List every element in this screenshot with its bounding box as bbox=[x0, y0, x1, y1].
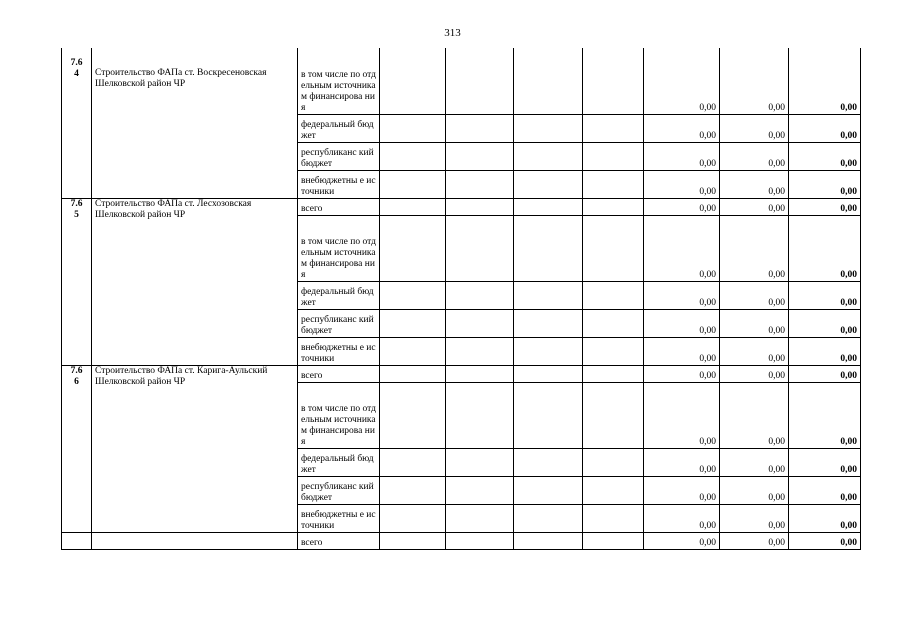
total-value-cell: 0,00 bbox=[789, 532, 861, 549]
item-name: Строительство ФАПа ст. Карига-Аульский Шелковской район ЧР bbox=[92, 365, 298, 532]
value-cell: 0,00 bbox=[720, 215, 789, 281]
value-cell: 0,00 bbox=[720, 142, 789, 170]
empty-cell bbox=[514, 337, 583, 365]
value-cell: 0,00 bbox=[644, 504, 720, 532]
funding-source: федеральный бюджет bbox=[298, 281, 380, 309]
value-cell: 0,00 bbox=[644, 337, 720, 365]
funding-source: всего bbox=[298, 365, 380, 382]
empty-cell bbox=[380, 365, 446, 382]
funding-source: в том числе по отдельным источникам финансирова ния bbox=[298, 48, 380, 114]
total-value-cell: 0,00 bbox=[789, 142, 861, 170]
item-name: Строительство ФАПа ст. Воскресеновская Шелковской район ЧР bbox=[92, 48, 298, 198]
funding-source: в том числе по отдельным источникам финансирова ния bbox=[298, 215, 380, 281]
total-value-cell: 0,00 bbox=[789, 198, 861, 215]
empty-cell bbox=[514, 382, 583, 448]
empty-cell bbox=[583, 532, 644, 549]
empty-cell bbox=[514, 309, 583, 337]
empty-cell bbox=[446, 170, 514, 198]
value-cell: 0,00 bbox=[644, 365, 720, 382]
empty-cell bbox=[583, 114, 644, 142]
funding-source: всего bbox=[298, 532, 380, 549]
item-name: Строительство ФАПа ст. Лесхозовская Шелковской район ЧР bbox=[92, 198, 298, 365]
empty-cell bbox=[446, 337, 514, 365]
empty-cell bbox=[583, 448, 644, 476]
empty-cell bbox=[514, 114, 583, 142]
empty-cell bbox=[446, 504, 514, 532]
total-value-cell: 0,00 bbox=[789, 504, 861, 532]
empty-cell bbox=[514, 198, 583, 215]
value-cell: 0,00 bbox=[720, 198, 789, 215]
item-number: 7.6 6 bbox=[62, 365, 92, 532]
empty-cell bbox=[380, 215, 446, 281]
total-value-cell: 0,00 bbox=[789, 114, 861, 142]
value-cell: 0,00 bbox=[720, 281, 789, 309]
funding-source: республиканс кий бюджет bbox=[298, 476, 380, 504]
empty-cell bbox=[514, 504, 583, 532]
value-cell: 0,00 bbox=[720, 114, 789, 142]
empty-cell bbox=[583, 198, 644, 215]
value-cell: 0,00 bbox=[720, 337, 789, 365]
empty-cell bbox=[583, 48, 644, 114]
empty-cell bbox=[380, 170, 446, 198]
value-cell: 0,00 bbox=[644, 170, 720, 198]
empty-cell bbox=[446, 114, 514, 142]
item-name bbox=[92, 532, 298, 549]
empty-cell bbox=[446, 309, 514, 337]
empty-cell bbox=[583, 215, 644, 281]
funding-source: республиканс кий бюджет bbox=[298, 309, 380, 337]
empty-cell bbox=[446, 215, 514, 281]
funding-source: в том числе по отдельным источникам финансирова ния bbox=[298, 382, 380, 448]
funding-source: федеральный бюджет bbox=[298, 114, 380, 142]
empty-cell bbox=[446, 365, 514, 382]
empty-cell bbox=[380, 198, 446, 215]
empty-cell bbox=[514, 170, 583, 198]
funding-source: внебюджетны е источники bbox=[298, 504, 380, 532]
empty-cell bbox=[380, 382, 446, 448]
empty-cell bbox=[514, 532, 583, 549]
total-value-cell: 0,00 bbox=[789, 48, 861, 114]
value-cell: 0,00 bbox=[720, 365, 789, 382]
empty-cell bbox=[514, 48, 583, 114]
value-cell: 0,00 bbox=[720, 476, 789, 504]
empty-cell bbox=[514, 448, 583, 476]
total-value-cell: 0,00 bbox=[789, 309, 861, 337]
total-value-cell: 0,00 bbox=[789, 170, 861, 198]
value-cell: 0,00 bbox=[644, 48, 720, 114]
value-cell: 0,00 bbox=[720, 448, 789, 476]
funding-source: внебюджетны е источники bbox=[298, 170, 380, 198]
total-value-cell: 0,00 bbox=[789, 215, 861, 281]
table-row bbox=[62, 48, 861, 114]
empty-cell bbox=[380, 309, 446, 337]
value-cell: 0,00 bbox=[644, 198, 720, 215]
empty-cell bbox=[380, 504, 446, 532]
empty-cell bbox=[380, 48, 446, 114]
value-cell: 0,00 bbox=[720, 48, 789, 114]
value-cell: 0,00 bbox=[644, 114, 720, 142]
empty-cell bbox=[446, 281, 514, 309]
empty-cell bbox=[514, 142, 583, 170]
total-value-cell: 0,00 bbox=[789, 382, 861, 448]
empty-cell bbox=[446, 532, 514, 549]
funding-source: внебюджетны е источники bbox=[298, 337, 380, 365]
funding-source: федеральный бюджет bbox=[298, 448, 380, 476]
empty-cell bbox=[583, 281, 644, 309]
value-cell: 0,00 bbox=[720, 532, 789, 549]
empty-cell bbox=[446, 142, 514, 170]
value-cell: 0,00 bbox=[720, 309, 789, 337]
value-cell: 0,00 bbox=[644, 142, 720, 170]
empty-cell bbox=[446, 448, 514, 476]
table-row bbox=[62, 365, 861, 382]
empty-cell bbox=[446, 48, 514, 114]
empty-cell bbox=[380, 448, 446, 476]
empty-cell bbox=[583, 365, 644, 382]
value-cell: 0,00 bbox=[644, 309, 720, 337]
item-number: 7.6 4 bbox=[62, 48, 92, 198]
value-cell: 0,00 bbox=[720, 504, 789, 532]
value-cell: 0,00 bbox=[644, 448, 720, 476]
item-number: 7.6 5 bbox=[62, 198, 92, 365]
funding-source: республиканс кий бюджет bbox=[298, 142, 380, 170]
total-value-cell: 0,00 bbox=[789, 476, 861, 504]
empty-cell bbox=[380, 337, 446, 365]
value-cell: 0,00 bbox=[720, 382, 789, 448]
value-cell: 0,00 bbox=[720, 170, 789, 198]
empty-cell bbox=[583, 504, 644, 532]
empty-cell bbox=[514, 281, 583, 309]
value-cell: 0,00 bbox=[644, 215, 720, 281]
empty-cell bbox=[583, 476, 644, 504]
empty-cell bbox=[446, 476, 514, 504]
funding-source: всего bbox=[298, 198, 380, 215]
empty-cell bbox=[380, 281, 446, 309]
empty-cell bbox=[583, 337, 644, 365]
table-row bbox=[62, 198, 861, 215]
value-cell: 0,00 bbox=[644, 281, 720, 309]
empty-cell bbox=[514, 215, 583, 281]
empty-cell bbox=[380, 532, 446, 549]
page-number: 313 bbox=[444, 27, 461, 39]
total-value-cell: 0,00 bbox=[789, 448, 861, 476]
empty-cell bbox=[583, 142, 644, 170]
table-row bbox=[62, 532, 861, 549]
budget-table bbox=[61, 48, 861, 550]
empty-cell bbox=[446, 382, 514, 448]
empty-cell bbox=[380, 476, 446, 504]
total-value-cell: 0,00 bbox=[789, 337, 861, 365]
item-number bbox=[62, 532, 92, 549]
empty-cell bbox=[583, 309, 644, 337]
total-value-cell: 0,00 bbox=[789, 365, 861, 382]
empty-cell bbox=[514, 365, 583, 382]
empty-cell bbox=[583, 382, 644, 448]
table-body bbox=[62, 48, 861, 549]
total-value-cell: 0,00 bbox=[789, 281, 861, 309]
empty-cell bbox=[446, 198, 514, 215]
value-cell: 0,00 bbox=[644, 476, 720, 504]
value-cell: 0,00 bbox=[644, 532, 720, 549]
value-cell: 0,00 bbox=[644, 382, 720, 448]
empty-cell bbox=[583, 170, 644, 198]
empty-cell bbox=[380, 142, 446, 170]
empty-cell bbox=[514, 476, 583, 504]
empty-cell bbox=[380, 114, 446, 142]
